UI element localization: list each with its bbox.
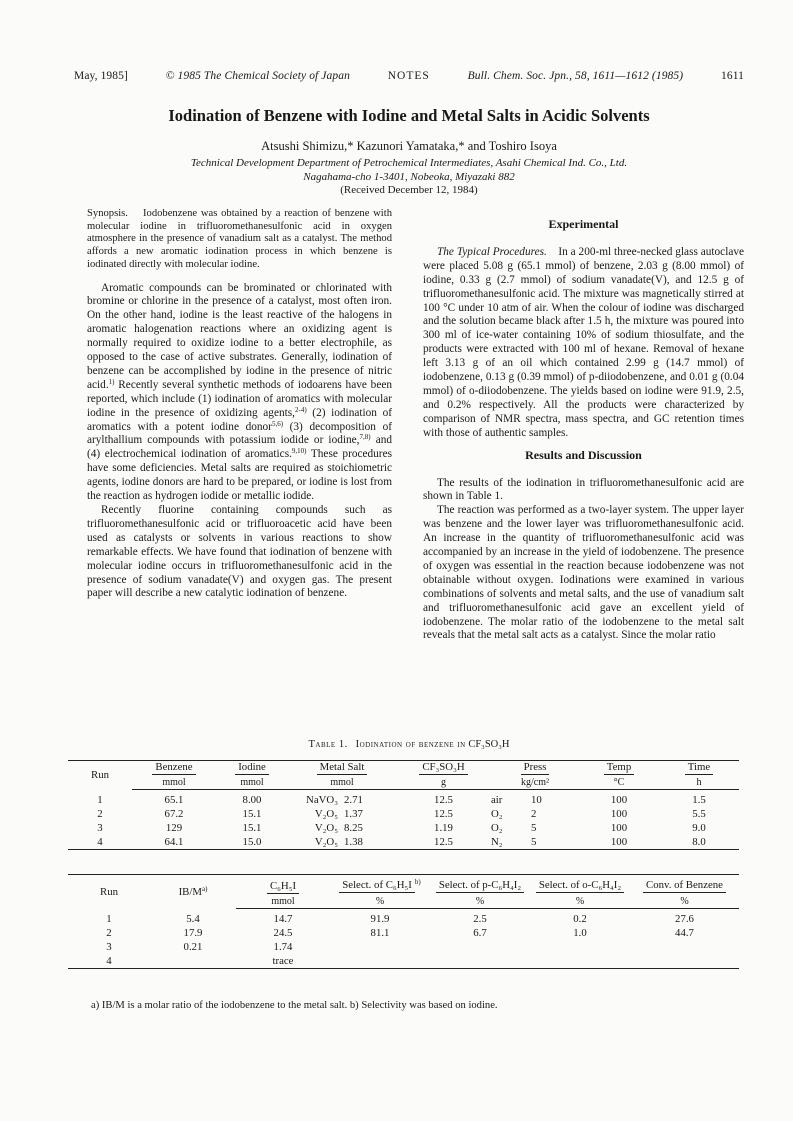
cell-conversion: 27.6 (675, 913, 694, 925)
results-heading: Results and Discussion (525, 447, 642, 462)
cell-gas: air (491, 794, 503, 806)
received-date: (Received December 12, 1984) (340, 184, 478, 196)
header-ibm (150, 875, 236, 909)
table-row (68, 793, 739, 807)
cell-run: 3 (106, 941, 112, 953)
cell-c6h5i: 14.7 (273, 913, 293, 925)
cell-salt: V₂O₅ (288, 835, 344, 850)
page-number: 1611 (721, 70, 744, 82)
cell-temp: 100 (610, 808, 628, 820)
ref-1: 1) (108, 377, 115, 386)
section-label: NOTES (387, 70, 430, 82)
table-title: Iodination of benzene in (355, 739, 466, 750)
intro-text-b: Recently several synthetic methods of iodoarens have been reported, which include (1) iodination of aromatics with molecular iodine in the presence of oxidizing agents, (87, 378, 392, 419)
cell-select-p-diiodo (430, 940, 530, 954)
table-footnote: a) IB/M is a molar ratio of the iodobenzene to the metal salt. b) Selectivity was based on iodine. (91, 1000, 498, 1011)
table-row (68, 926, 739, 940)
footnote-marker-b: b) (414, 878, 421, 886)
cell-run: 1 (97, 794, 103, 806)
table-row (68, 807, 739, 821)
cell-salt: V₂O₅ (314, 808, 338, 820)
intro-text-f: These procedures have some deficiencies. Metal salts are required as stoichiometric agents, iodine donors are hard to be prepared, or iodine is lost from the reaction as hydrogen iodide or metallic iodide. (87, 448, 392, 503)
cell-iodine: 8.00 (242, 794, 262, 806)
cell-temp: 100 (610, 822, 628, 834)
cell-select-c6h5i (330, 954, 430, 969)
header-ibm-label: IB/M (178, 885, 202, 898)
experimental-heading: Experimental (548, 217, 619, 231)
cell-select-c6h5i: 91.9 (370, 913, 390, 925)
header-metal-salt: Metal Salt (317, 761, 368, 775)
header-benzene: Benzene (152, 761, 195, 775)
table-formula: CF₃SO₃H (468, 739, 510, 750)
intro-text-d: (3) decomposition of arylthallium compounds with potassium iodide or iodine, (87, 420, 392, 447)
results-paragraph-2: The reaction was performed as a two-layer system. The upper layer was benzene and the lower layer was trifluoromethanesulfonic acid. An increase in the quantity of trifluoromethanesulfonic acid was accompanied by an increase in the yield of iodobenzene. The presence of oxygen was essential in the reaction because iodobenzene was not obtainable without oxygen. Iodinations were examined in various combinations of solvents and metal salts, and the use of vanadium salt and trifluoromethanesulfonic acid gave an excellent yield of iodobenzene. The molar ratio of the iodobenzene to the metal salt reveals that the metal salt acts as a catalyst. Since the molar ratio (423, 504, 744, 642)
cell-ibm (150, 954, 236, 969)
cell-time: 1.5 (692, 794, 706, 806)
cell-acid: 12.5 (434, 794, 453, 806)
unit-acid: g (396, 775, 491, 790)
cell-conversion (630, 954, 739, 969)
cell-benzene: 67.2 (164, 808, 184, 820)
table-row (68, 835, 739, 850)
header-select-o-diiodo: Select. of o-C₆H₄I₂ (536, 879, 624, 893)
cell-salt-amount: 8.25 (344, 822, 363, 834)
cell-run: 4 (68, 954, 150, 969)
header-iodine: Iodine (235, 761, 269, 775)
cell-press: 2 (531, 808, 537, 820)
cell-benzene: 65.1 (164, 794, 184, 806)
cell-benzene: 129 (165, 822, 183, 834)
cell-select-c6h5i (330, 940, 430, 954)
cell-select-o-diiodo: 0.2 (573, 913, 587, 925)
cell-c6h5i: 1.74 (273, 941, 293, 953)
conditions-table (68, 760, 739, 850)
cell-acid: 12.5 (396, 835, 491, 850)
ref-5-6: 5,6) (271, 419, 284, 428)
cell-ibm: 5.4 (186, 913, 200, 925)
header-c6h5i: C₆H₅I (267, 880, 299, 894)
synopsis (87, 208, 392, 272)
cell-conversion (630, 940, 739, 954)
cell-acid: 12.5 (434, 808, 453, 820)
cell-iodine: 15.1 (242, 808, 262, 820)
synopsis-text: Iodobenzene was obtained by a reaction of benzene with molecular iodine in trifluoromethanesulfonic acid in oxygen atmosphere in the presence of vanadium salt as a catalyst. The method affords a new aromatic iodination process in which benzene is iodinated directly with molecular iodine. (87, 208, 392, 270)
intro-text-c: (2) iodination of aromatics with a potent iodine donor (87, 406, 392, 433)
table-row (68, 940, 739, 954)
unit-conversion: % (630, 894, 739, 909)
cell-conversion: 44.7 (675, 927, 694, 939)
table-row (68, 821, 739, 835)
header-temp: Temp (604, 761, 634, 775)
cell-time: 8.0 (659, 835, 739, 850)
cell-time: 9.0 (692, 822, 706, 834)
header-select-p-diiodo: Select. of p-C₆H₄I₂ (436, 879, 524, 893)
cell-c6h5i: 24.5 (273, 927, 293, 939)
ref-2-4: 2-4) (294, 405, 307, 414)
running-header (74, 70, 744, 88)
ref-9-10: 9,10) (291, 447, 307, 456)
table-label: Table 1. (308, 739, 348, 750)
cell-temp: 100 (579, 835, 659, 850)
intro-text-a: Aromatic compounds can be brominated or chlorinated with bromine or chlorine in the presence of a catalyst, most often iron. On the other hand, iodine is the least reactive of the halogens in aromatic halogenation reactions where an oxidizing agent is normally required to oxidize iodine to a better electrophile, as opposed to the case of active substrates. Generally, iodination of benzene can be accomplished by iodine in the presence of nitric acid. (87, 281, 392, 391)
unit-c6h5i: mmol (236, 894, 330, 909)
header-conversion: Conv. of Benzene (643, 879, 726, 893)
cell-ibm: 17.9 (183, 927, 203, 939)
cell-gas: O₂ (491, 822, 503, 834)
cell-time: 5.5 (692, 808, 706, 820)
cell-salt-amount: 1.38 (344, 835, 396, 850)
cell-run: 4 (68, 835, 132, 850)
results-paragraph-1: The results of the iodination in trifluoromethanesulfonic acid are shown in Table 1. (423, 476, 744, 503)
cell-select-o-diiodo (530, 954, 630, 969)
cell-salt: NaVO₃ (306, 794, 338, 806)
cell-iodine: 15.0 (216, 835, 288, 850)
authors: Atsushi Shimizu,* Kazunori Yamataka,* and Toshiro Isoya (261, 139, 557, 153)
issue-date: May, 1985] (74, 70, 128, 82)
cell-select-o-diiodo: 1.0 (573, 927, 587, 939)
cell-run: 3 (97, 822, 103, 834)
copyright: © 1985 The Chemical Society of Japan (165, 70, 350, 82)
unit-select-c6h5i: % (330, 894, 430, 909)
cell-press: 5 (531, 835, 579, 850)
cell-select-p-diiodo: 6.7 (473, 927, 487, 939)
cell-run: 2 (97, 808, 103, 820)
table-caption (74, 739, 744, 750)
cell-select-o-diiodo (530, 940, 630, 954)
ref-7-8: 7,8) (359, 433, 371, 442)
left-column (87, 208, 392, 601)
cell-gas: N₂ (491, 835, 531, 850)
cell-salt-amount: 2.71 (344, 794, 363, 806)
table-row (68, 912, 739, 926)
cell-press: 5 (531, 822, 537, 834)
footnote-marker-a: a) (201, 884, 208, 893)
header-time: Time (685, 761, 713, 775)
cell-acid: 1.19 (434, 822, 453, 834)
cell-gas: O₂ (491, 808, 503, 820)
cell-c6h5i: trace (236, 954, 330, 969)
header-press: Press (521, 761, 550, 775)
header-run: Run (68, 761, 132, 790)
cell-select-p-diiodo: 2.5 (473, 913, 487, 925)
unit-time: h (659, 775, 739, 790)
right-column (423, 208, 744, 643)
cell-select-c6h5i: 81.1 (370, 927, 390, 939)
experimental-paragraph (423, 246, 744, 441)
intro-paragraph-2: Recently fluorine containing compounds such as trifluoromethanesulfonic acid or trifluoroacetic acid have been used as catalysts or solvents in various reactions to show remarkable effects. We have found that iodination of benzene with molecular iodine occurs in trifluoromethanesulfonic acid in the presence of sodium vanadate(V) and oxygen gas. The present paper will describe a new catalytic iodination of benzene. (87, 504, 392, 600)
article-title: Iodination of Benzene with Iodine and Metal Salts in Acidic Solvents (168, 106, 650, 125)
experimental-text: In a 200-ml three-necked glass autoclave were placed 5.08 g (65.1 mmol) of benzene, 2.03 g (8.00 mmol) of iodine, 0.33 g (2.7 mmol) of sodium vanadate(V), and 12.5 g of trifluoromethanesulfonic acid. The mixture was magnetically stirred at 100 °C under 10 atm of air. When the colour of iodine was discharged and the solution became black after 1.5 h, the mixture was poured into 300 ml of ice-water containing 10% of sodium thiosulfate, and the products were extracted with 100 ml of hexane. Removal of hexane left 3.13 g of an oil which contained 2.99 g (14.7 mmol) of iodobenzene, 0.13 g (0.39 mmol) of p-diiodobenzene, and 0.01 g (0.04 mmol) of o-diiodobenzene. The yields based on iodine were 91.9, 2.5, and 0.2% respectively. All the products were characterized by comparison of NMR spectra, mass spectra, and GC retention times with those of authentic samples. (423, 245, 745, 439)
synopsis-label: Synopsis. (87, 208, 128, 219)
unit-press: kg/cm² (491, 775, 579, 790)
cell-benzene: 64.1 (132, 835, 216, 850)
typical-procedures-label: The Typical Procedures. (437, 245, 547, 258)
header-acid: CF₃SO₃H (419, 761, 467, 775)
unit-select-p-diiodo: % (430, 894, 530, 909)
cell-ibm: 0.21 (183, 941, 203, 953)
results-table (68, 874, 739, 969)
unit-iodine: mmol (216, 775, 288, 790)
cell-salt-amount: 1.37 (344, 808, 363, 820)
table-row (68, 954, 739, 969)
unit-temp: °C (579, 775, 659, 790)
cell-run: 2 (106, 927, 112, 939)
cell-iodine: 15.1 (242, 822, 262, 834)
unit-metal-salt: mmol (288, 775, 396, 790)
affiliation-line-1: Technical Development Department of Petrochemical Intermediates, Asahi Chemical Ind. Co., Ltd. (190, 157, 628, 169)
cell-select-p-diiodo (430, 954, 530, 969)
cell-press: 10 (531, 794, 542, 806)
journal-citation: Bull. Chem. Soc. Jpn., 58, 1611—1612 (1985) (467, 70, 684, 82)
cell-run: 1 (106, 913, 112, 925)
intro-paragraph-1 (87, 282, 392, 505)
unit-benzene: mmol (132, 775, 216, 790)
header-select-c6h5i: Select. of C₆H₅I (339, 879, 415, 893)
cell-salt: V₂O₅ (314, 822, 338, 834)
header-run: Run (68, 875, 150, 909)
unit-select-o-diiodo: % (530, 894, 630, 909)
cell-temp: 100 (610, 794, 628, 806)
intro-text-e: and (4) electrochemical iodination of aromatics. (87, 434, 393, 461)
affiliation-line-2: Nagahama-cho 1-3401, Nobeoka, Miyazaki 882 (303, 171, 515, 183)
